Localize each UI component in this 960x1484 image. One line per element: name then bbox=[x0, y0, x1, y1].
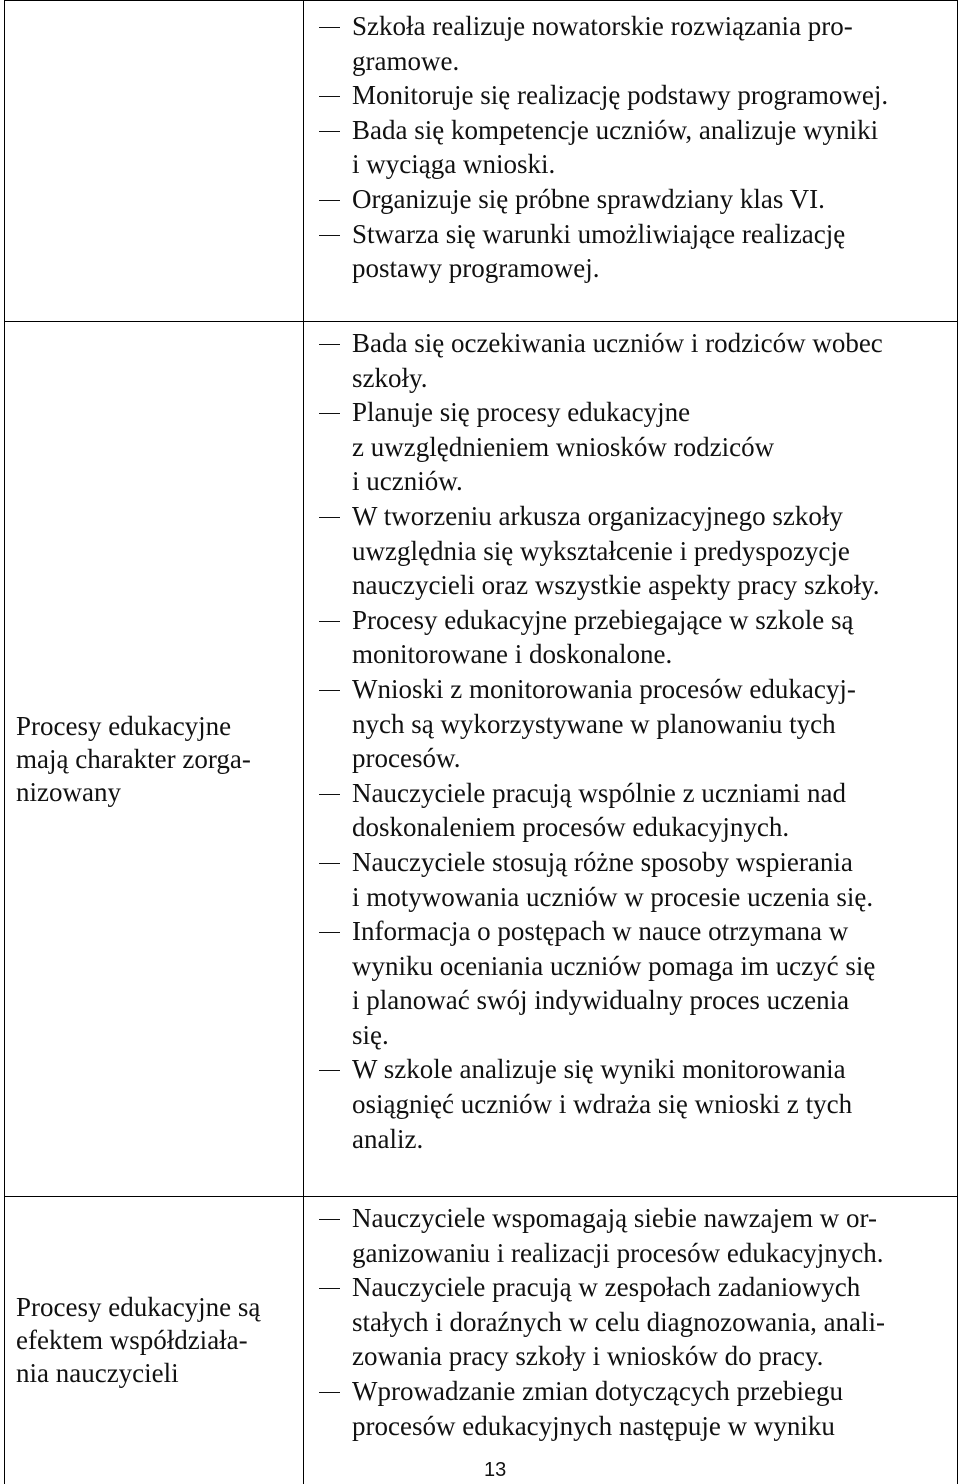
list-item bbox=[304, 914, 957, 1052]
list-item-line: Bada się oczekiwania uczniów i rodziców wobec bbox=[352, 326, 957, 361]
row-heading-cell bbox=[5, 1197, 304, 1484]
list-item-line: Informacja o postępach w nauce otrzymana w bbox=[352, 914, 957, 949]
list-item-line: zowania pracy szkoły i wniosków do pracy. bbox=[352, 1339, 957, 1374]
dash-bullet-icon bbox=[319, 621, 340, 622]
row-heading-line: efektem współdziała- bbox=[16, 1324, 291, 1357]
list-item-line: się. bbox=[352, 1018, 957, 1053]
list-item-line: Organizuje się próbne sprawdziany klas VI. bbox=[352, 182, 957, 217]
list-item-line: Planuje się procesy edukacyjne bbox=[352, 395, 957, 430]
list-item bbox=[304, 776, 957, 845]
list-item-line: W szkole analizuje się wyniki monitorowania bbox=[352, 1052, 957, 1087]
list-item bbox=[304, 113, 957, 182]
list-item bbox=[304, 672, 957, 776]
list-item-line: Nauczyciele pracują wspólnie z uczniami nad bbox=[352, 776, 957, 811]
list-item-line: postawy programowej. bbox=[352, 251, 957, 286]
dash-bullet-icon bbox=[319, 235, 340, 236]
list-item bbox=[304, 1374, 957, 1443]
list-item-line: Stwarza się warunki umożliwiające realizację bbox=[352, 217, 957, 252]
list-item bbox=[304, 1052, 957, 1156]
dash-bullet-icon bbox=[319, 413, 340, 414]
row-heading bbox=[5, 1291, 303, 1390]
list-item bbox=[304, 603, 957, 672]
list-item-line: analiz. bbox=[352, 1122, 957, 1157]
list-item bbox=[304, 182, 957, 217]
dash-bullet-icon bbox=[319, 200, 340, 201]
list-item-line: i uczniów. bbox=[352, 464, 957, 499]
dash-bullet-icon bbox=[319, 27, 340, 28]
list-item bbox=[304, 217, 957, 286]
row-heading-cell bbox=[5, 1, 304, 322]
requirements-table bbox=[4, 0, 958, 1484]
list-item-line: Nauczyciele pracują w zespołach zadaniowych bbox=[352, 1270, 957, 1305]
row-heading-line: Procesy edukacyjne bbox=[16, 710, 291, 743]
row-heading-line: nia nauczycieli bbox=[16, 1357, 291, 1390]
list-item-line: gramowe. bbox=[352, 44, 957, 79]
list-item bbox=[304, 395, 957, 499]
list-item-line: Wprowadzanie zmian dotyczących przebiegu bbox=[352, 1374, 957, 1409]
list-item-line: Nauczyciele wspomagają siebie nawzajem w or- bbox=[352, 1201, 957, 1236]
table-row bbox=[5, 1197, 958, 1484]
list-item bbox=[304, 1201, 957, 1270]
list-item-line: procesów edukacyjnych następuje w wyniku bbox=[352, 1409, 957, 1444]
dash-bullet-icon bbox=[319, 517, 340, 518]
dash-bullet-icon bbox=[319, 690, 340, 691]
page-number: 13 bbox=[484, 1460, 506, 1480]
list-item-line: z uwzględnieniem wniosków rodziców bbox=[352, 430, 957, 465]
list-item-line: stałych i doraźnych w celu diagnozowania, anali- bbox=[352, 1305, 957, 1340]
list-item-line: procesów. bbox=[352, 741, 957, 776]
dash-bullet-icon bbox=[319, 1392, 340, 1393]
row-heading bbox=[5, 710, 303, 809]
bullet-list bbox=[304, 322, 957, 1156]
list-item-line: Szkoła realizuje nowatorskie rozwiązania pro- bbox=[352, 9, 957, 44]
row-items-cell bbox=[304, 322, 958, 1197]
dash-bullet-icon bbox=[319, 794, 340, 795]
bullet-list bbox=[304, 1197, 957, 1443]
list-item-line: nych są wykorzystywane w planowaniu tych bbox=[352, 707, 957, 742]
dash-bullet-icon bbox=[319, 1288, 340, 1289]
dash-bullet-icon bbox=[319, 1219, 340, 1220]
list-item-line: nauczycieli oraz wszystkie aspekty pracy szkoły. bbox=[352, 568, 957, 603]
row-heading-line: mają charakter zorga- bbox=[16, 743, 291, 776]
list-item bbox=[304, 845, 957, 914]
list-item-line: Procesy edukacyjne przebiegające w szkole są bbox=[352, 603, 957, 638]
list-item bbox=[304, 1270, 957, 1374]
list-item-line: i planować swój indywidualny proces uczenia bbox=[352, 983, 957, 1018]
list-item-line: Monitoruje się realizację podstawy programowej. bbox=[352, 78, 957, 113]
row-items-cell bbox=[304, 1, 958, 322]
dash-bullet-icon bbox=[319, 932, 340, 933]
dash-bullet-icon bbox=[319, 1070, 340, 1071]
list-item-line: W tworzeniu arkusza organizacyjnego szkoły bbox=[352, 499, 957, 534]
list-item-line: Wnioski z monitorowania procesów edukacyj- bbox=[352, 672, 957, 707]
list-item bbox=[304, 326, 957, 395]
dash-bullet-icon bbox=[319, 863, 340, 864]
list-item bbox=[304, 78, 957, 113]
list-item-line: doskonaleniem procesów edukacyjnych. bbox=[352, 810, 957, 845]
bullet-list bbox=[304, 1, 957, 286]
list-item-line: Bada się kompetencje uczniów, analizuje wyniki bbox=[352, 113, 957, 148]
row-heading-line: nizowany bbox=[16, 776, 291, 809]
list-item-line: i wyciąga wnioski. bbox=[352, 147, 957, 182]
row-heading-line: Procesy edukacyjne są bbox=[16, 1291, 291, 1324]
list-item-line: i motywowania uczniów w procesie uczenia się. bbox=[352, 880, 957, 915]
list-item-line: uwzględnia się wykształcenie i predyspozycje bbox=[352, 534, 957, 569]
list-item bbox=[304, 499, 957, 603]
list-item-line: wyniku oceniania uczniów pomaga im uczyć się bbox=[352, 949, 957, 984]
row-heading-cell bbox=[5, 322, 304, 1197]
dash-bullet-icon bbox=[319, 344, 340, 345]
dash-bullet-icon bbox=[319, 131, 340, 132]
table-row bbox=[5, 322, 958, 1197]
list-item-line: monitorowane i doskonalone. bbox=[352, 637, 957, 672]
list-item-line: ganizowaniu i realizacji procesów edukacyjnych. bbox=[352, 1236, 957, 1271]
table-row bbox=[5, 1, 958, 322]
list-item-line: Nauczyciele stosują różne sposoby wspierania bbox=[352, 845, 957, 880]
list-item bbox=[304, 9, 957, 78]
row-items-cell bbox=[304, 1197, 958, 1484]
dash-bullet-icon bbox=[319, 96, 340, 97]
list-item-line: szkoły. bbox=[352, 361, 957, 396]
list-item-line: osiągnięć uczniów i wdraża się wnioski z tych bbox=[352, 1087, 957, 1122]
